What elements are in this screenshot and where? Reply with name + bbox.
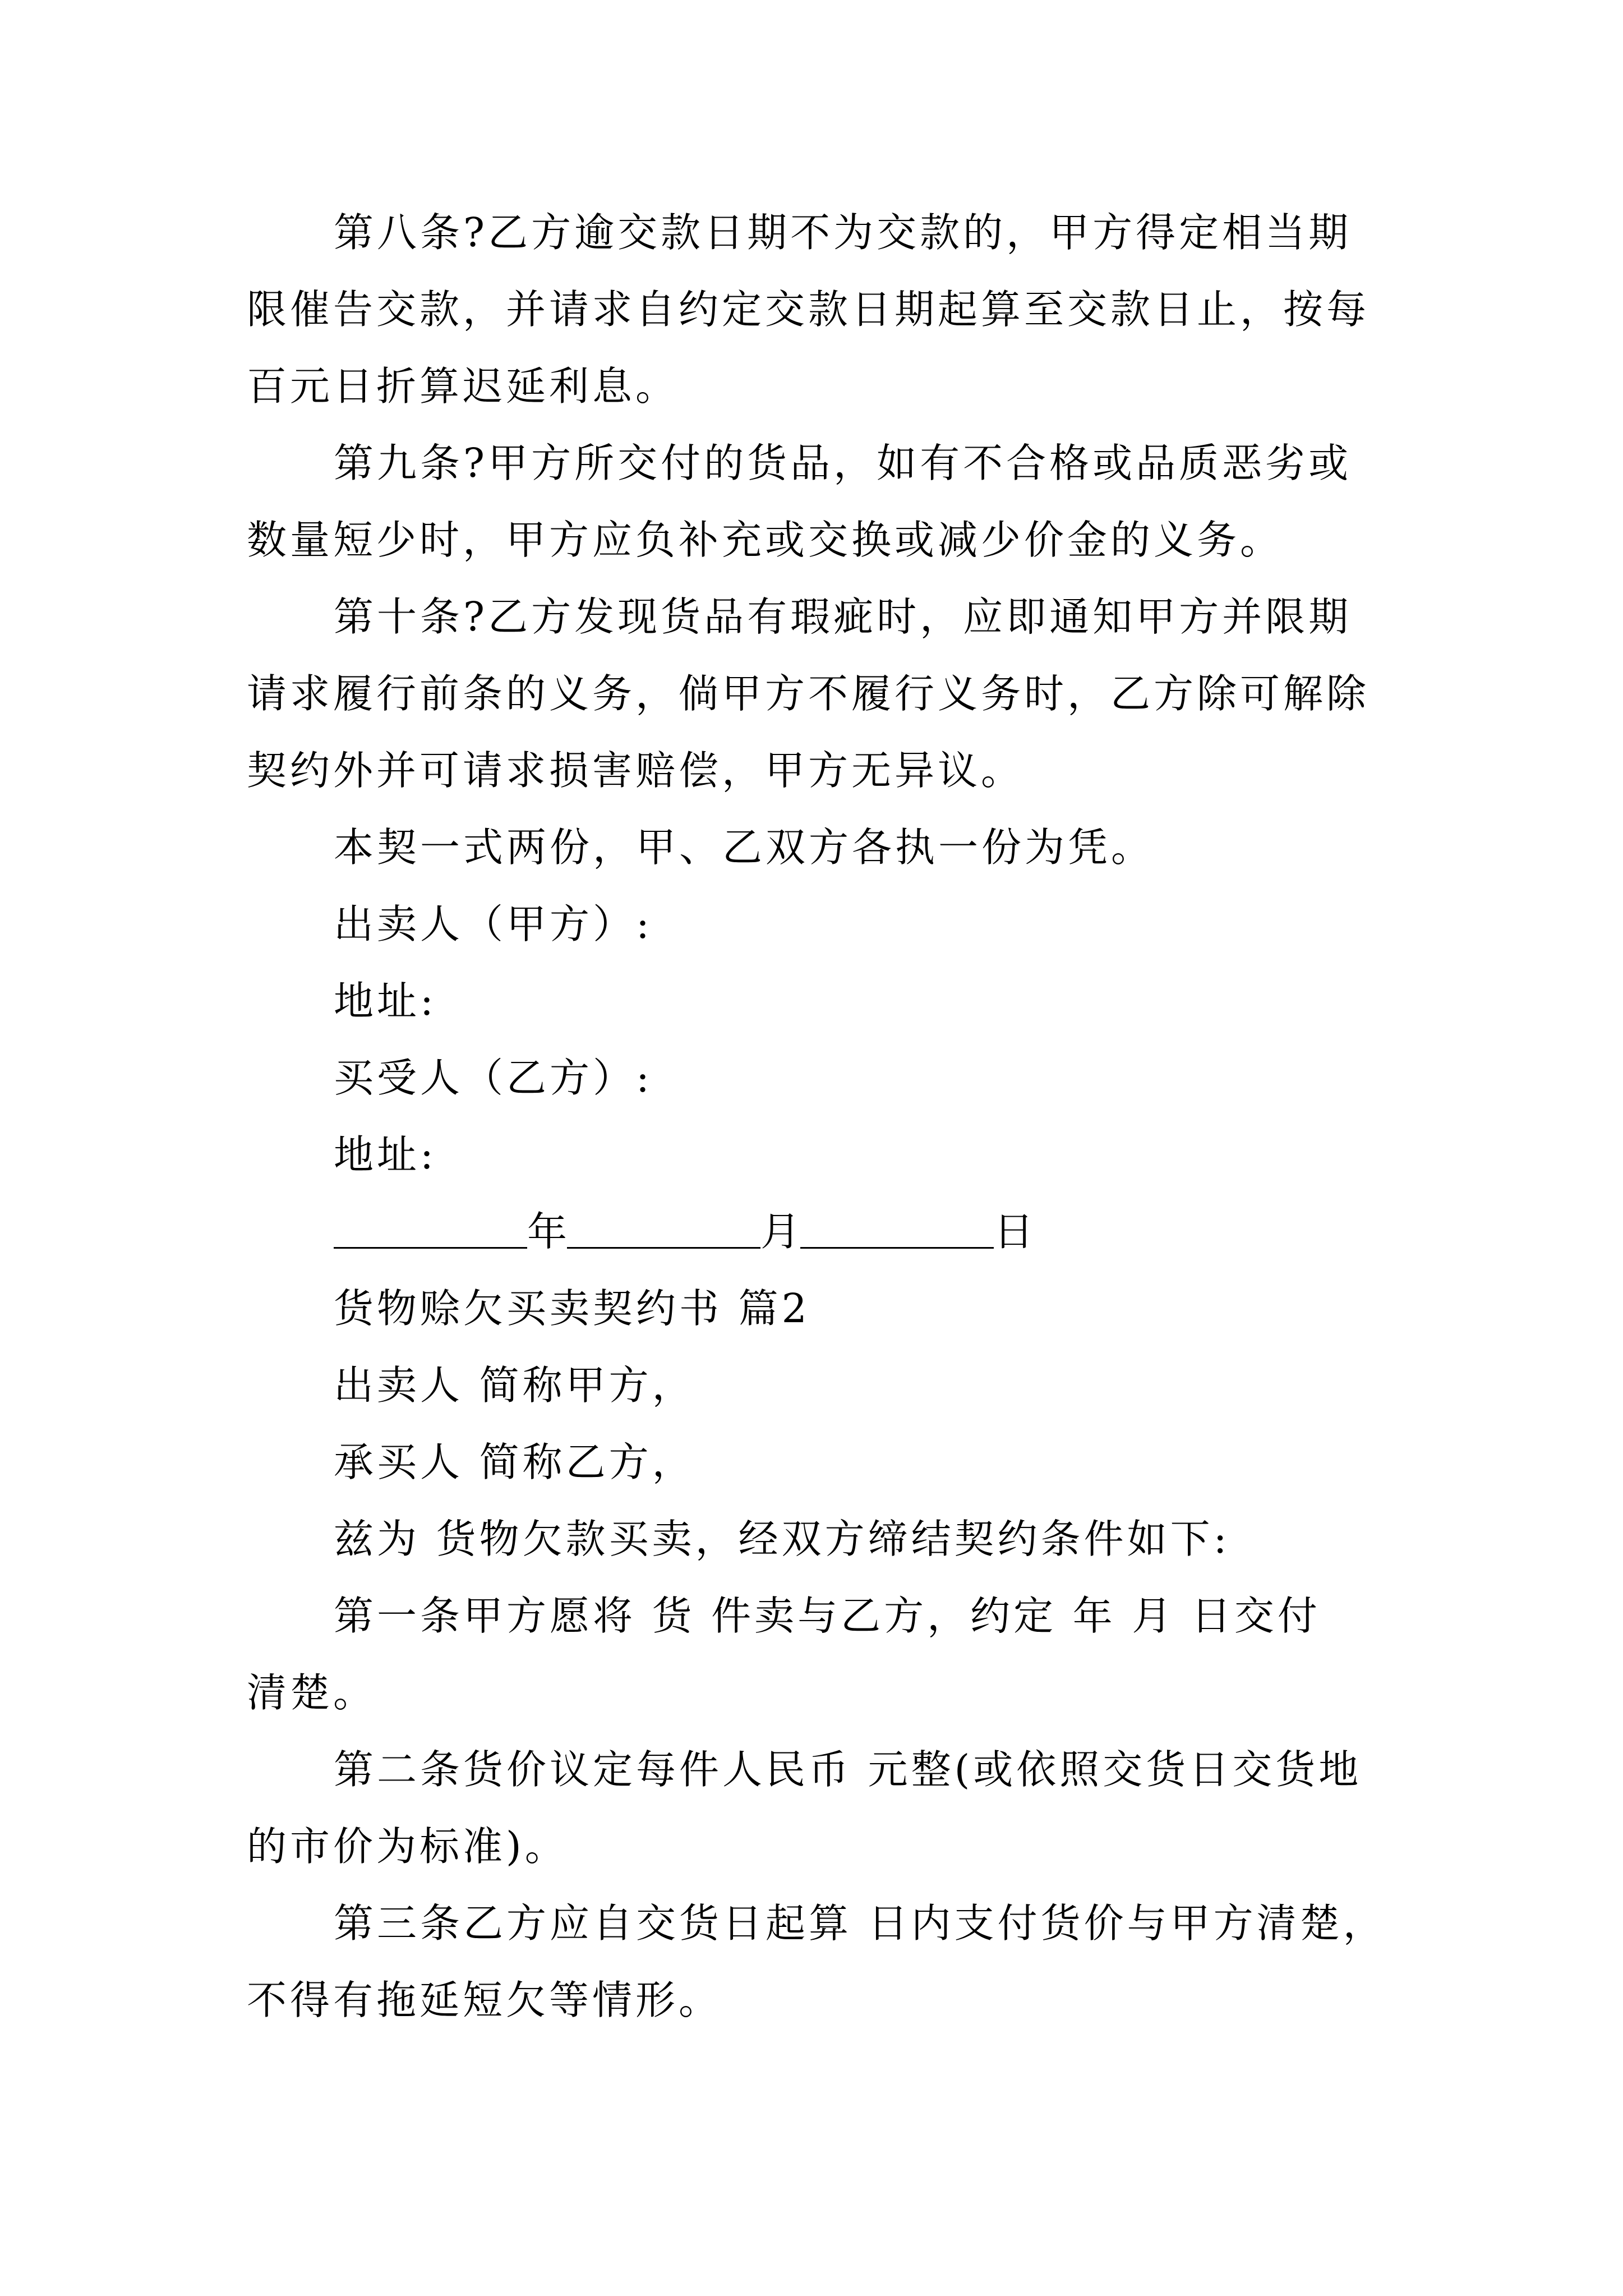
paragraph-article-10-line-2: 请求履行前条的义务，倘甲方不履行义务时，乙方除可解除 [247, 670, 1370, 717]
buyer-abbrev: 承买人 简称乙方， [334, 1439, 695, 1485]
month-blank [567, 1245, 760, 1249]
paragraph-article-2-line-2: 的市价为标准)。 [247, 1823, 568, 1870]
paragraph-article-9-line-1: 第九条?甲方所交付的货品，如有不合格或品质恶劣或 [334, 440, 1352, 486]
month-label: 月 [760, 1208, 801, 1255]
paragraph-article-10-line-3: 契约外并可请求损害赔偿，甲方无异议。 [247, 747, 1025, 794]
paragraph-article-3-line-2: 不得有拖延短欠等情形。 [247, 1977, 722, 2023]
seller-label: 出卖人（甲方）: [334, 901, 653, 947]
preamble: 兹为 货物欠款买卖，经双方缔结契约条件如下: [334, 1516, 1230, 1562]
buyer-address-label: 地址: [334, 1131, 437, 1178]
paragraph-article-10-line-1: 第十条?乙方发现货品有瑕疵时，应即通知甲方并限期 [334, 593, 1352, 640]
day-label: 日 [994, 1208, 1034, 1255]
signature-date-line [334, 1204, 1034, 1260]
section-heading-part-2: 货物赊欠买卖契约书 篇2 [334, 1285, 810, 1332]
paragraph-article-2-line-1: 第二条货价议定每件人民币 元整(或依照交货日交货地 [334, 1746, 1362, 1793]
paragraph-article-8-line-3: 百元日折算迟延利息。 [247, 363, 679, 409]
paragraph-article-3-line-1: 第三条乙方应自交货日起算 日内支付货价与甲方清楚， [334, 1900, 1386, 1947]
paragraph-article-1-line-1: 第一条甲方愿将 货 件卖与乙方，约定 年 月 日交付 [334, 1593, 1321, 1639]
paragraph-article-8-line-2: 限催告交款，并请求自约定交款日期起算至交款日止，按每 [247, 286, 1370, 333]
year-blank [334, 1245, 527, 1249]
buyer-label: 买受人（乙方）: [334, 1055, 653, 1101]
seller-abbrev: 出卖人 简称甲方， [334, 1362, 695, 1409]
paragraph-article-9-line-2: 数量短少时，甲方应负补充或交换或减少价金的义务。 [247, 517, 1284, 563]
copies-statement: 本契一式两份，甲、乙双方各执一份为凭。 [334, 824, 1155, 871]
year-label: 年 [527, 1208, 568, 1255]
seller-address-label: 地址: [334, 978, 437, 1024]
paragraph-article-1-line-2: 清楚。 [247, 1669, 377, 1716]
day-blank [800, 1245, 994, 1249]
paragraph-article-8-line-1: 第八条?乙方逾交款日期不为交款的，甲方得定相当期 [334, 209, 1352, 256]
